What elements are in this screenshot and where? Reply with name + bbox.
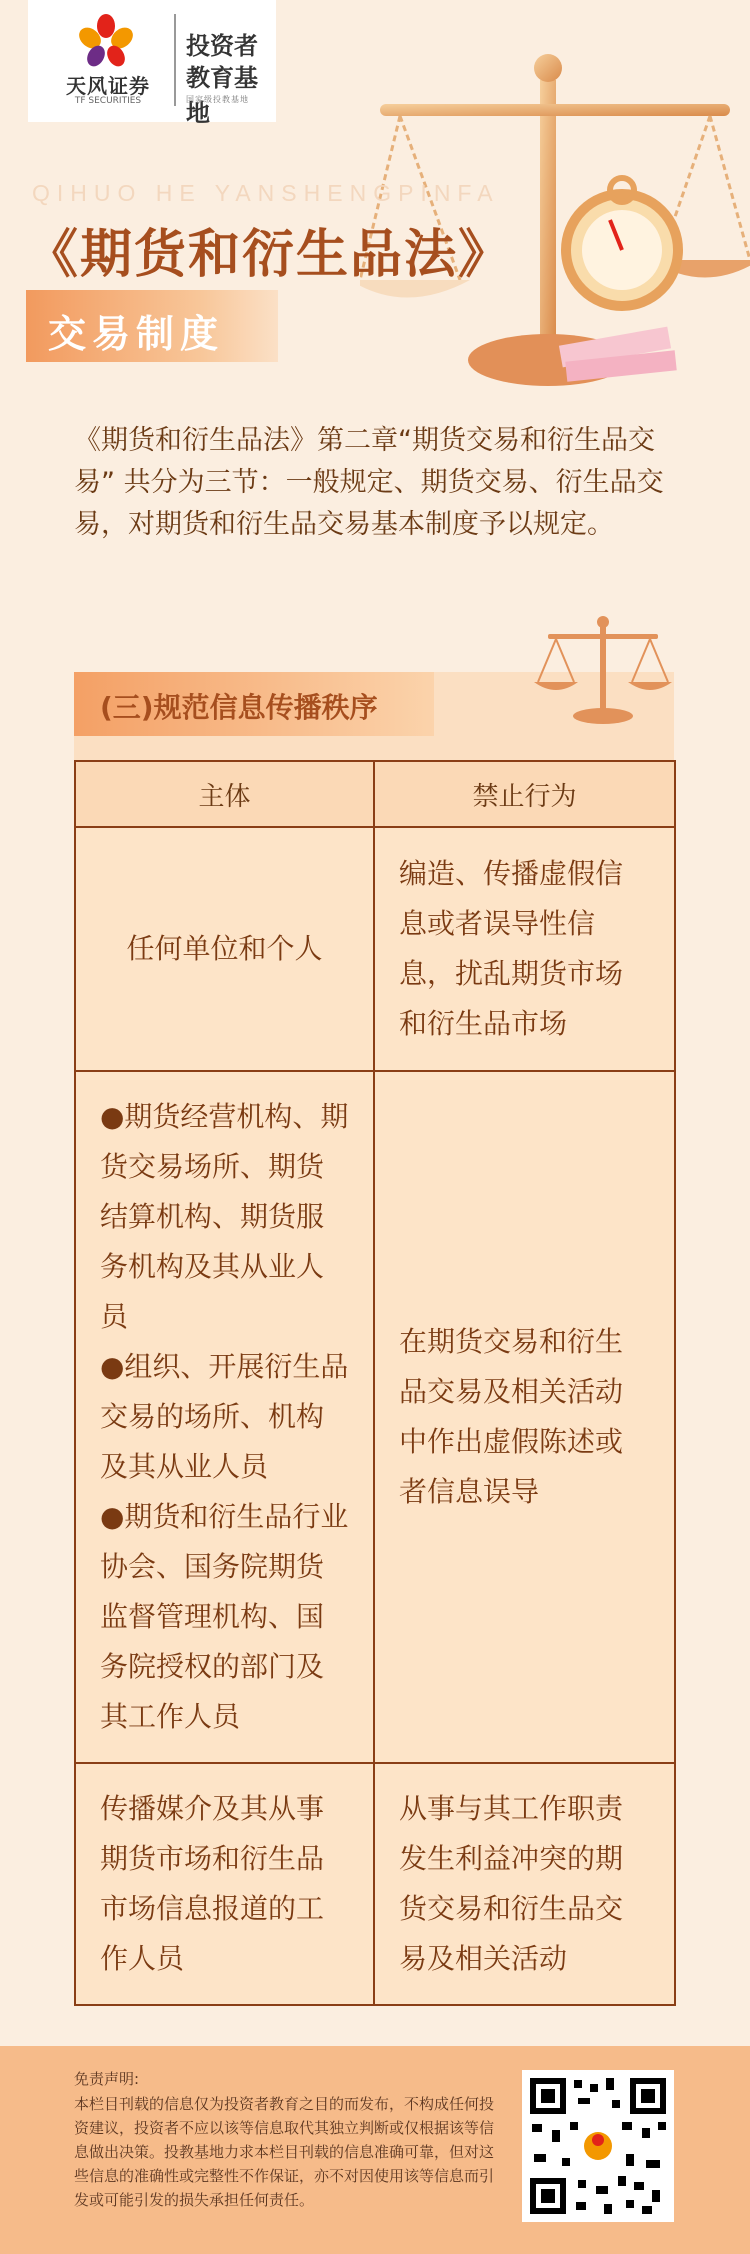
qr-code-icon [522,2070,674,2222]
subject-cell: ●期货经营机构、期货交易场所、期货结算机构、期货服务机构及其从业人员 ●组织、开展衍生品交易的场所、机构及其从业人员 ●期货和衍生品行业协会、国务院期货监督管理机构、国务院授权的部门及其工作人员 [75,1071,374,1763]
subject-cell: 任何单位和个人 [75,827,374,1071]
brand-name-en: TF SECURITIES [74,96,142,106]
rules-table [74,760,676,2006]
small-scale-icon [528,612,678,732]
table-row [75,827,675,1071]
page-title: 《期货和衍生品法》 [26,224,513,285]
flower-logo-icon [76,14,136,68]
forbidden-cell: 在期货交易和衍生品交易及相关活动中作出虚假陈述或者信息误导 [374,1071,675,1763]
table-header-row [75,761,675,827]
base-name-line1: 投资者 [186,32,258,60]
disclaimer-text: 本栏目刊载的信息仅为投资者教育之目的而发布，不构成任何投资建议，投资者不应以该等信息取代其独立判断或仅根据该等信息做出决策。投教基地力求本栏目刊载的信息准确可靠，但对这些信息的准确性或完整性不作保证，亦不对因使用该等信息而引发或可能引发的损失承担任何责任。 [74,2095,495,2209]
base-subtitle: 国家级投教基地 [186,95,249,104]
page-subtitle: 交易制度 [48,312,225,356]
title-pinyin: QIHUO HE YANSHENGPINFA [32,180,500,206]
disclaimer-title: 免责声明: [74,2070,140,2088]
logo-divider [174,14,176,106]
intro-paragraph: 《期货和衍生品法》第二章“期货交易和衍生品交易” 共分为三节：一般规定、期货交易、衍生品交易，对期货和衍生品交易基本制度予以规定。 [74,425,664,540]
table-row [75,1071,675,1763]
table-row [75,1763,675,2005]
subject-cell: 传播媒介及其从事期货市场和衍生品市场信息报道的工作人员 [75,1763,374,2005]
forbidden-cell: 编造、传播虚假信息或者误导性信息，扰乱期货市场和衍生品市场 [374,827,675,1071]
forbidden-cell: 从事与其工作职责发生利益冲突的期货交易和衍生品交易及相关活动 [374,1763,675,2005]
brand-logo [28,0,276,127]
base-name-line2: 教育基地 [186,64,258,127]
section-title: (三)规范信息传播秩序 [100,691,378,724]
header-subject: 主体 [75,761,374,827]
brand-name: 天风证券 [66,74,150,98]
header-forbidden: 禁止行为 [374,761,675,827]
